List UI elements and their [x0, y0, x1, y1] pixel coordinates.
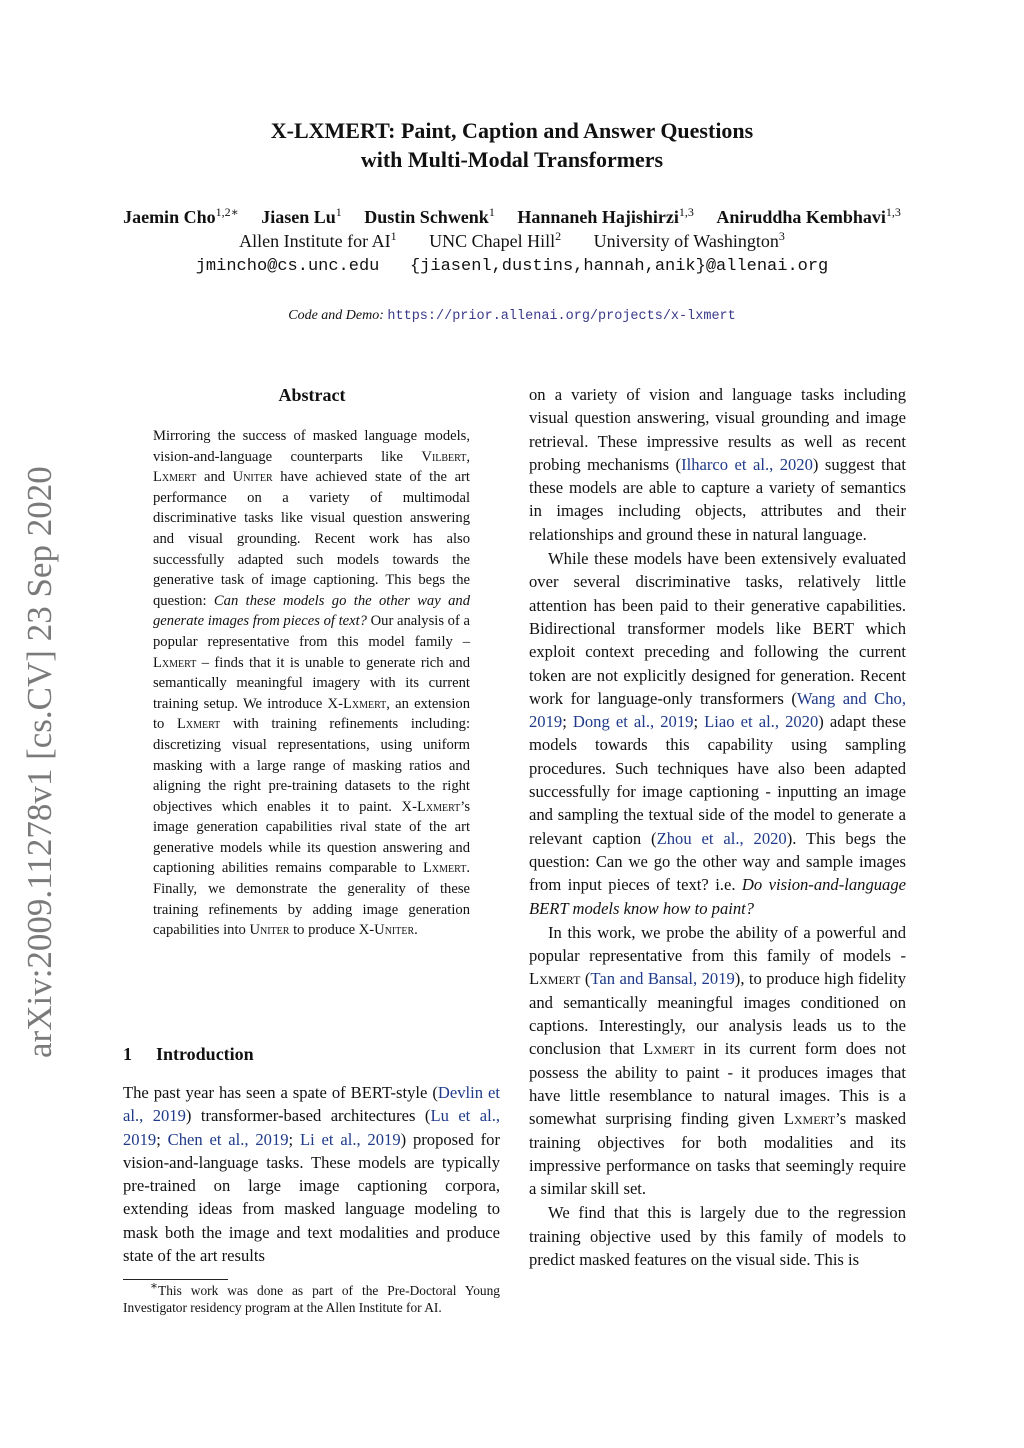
- body-text: In this work, we probe the ability of a powerful and popular representative from this family of models -: [529, 922, 906, 966]
- section-number: 1: [123, 1044, 132, 1064]
- model-name-lxmert: Lxmert: [176, 716, 221, 733]
- abstract-text: have achieved state of the art performance on a variety of multimodal discriminative tasks like visual question answering and visual grounding. Recent work has also successfully adapted such models towards the generative task of image captioning. This begs the question:: [153, 469, 470, 609]
- author-name: Hannaneh Hajishirzi: [517, 207, 679, 227]
- footnote-mark: ∗: [149, 1278, 159, 1293]
- author-name: Jaemin Cho: [123, 207, 216, 227]
- model-name-lxmert: Lxmert: [643, 1039, 695, 1059]
- body-text: ;: [562, 712, 573, 732]
- affiliation-1: [239, 231, 396, 251]
- abstract-body: [153, 426, 470, 941]
- author-3: [364, 207, 495, 227]
- author-sup: 1: [335, 205, 342, 219]
- body-text: We find that this is largely due to the regression training objective used by this family of models to predict masked features on the visual side. This is: [529, 1203, 906, 1269]
- title-line-2: with Multi-Modal Transformers: [360, 147, 664, 172]
- author-sup: 1,3: [885, 205, 901, 219]
- footnote-text: This work was done as part of the Pre-Doctoral Young Investigator residency program at the Allen Institute for AI.: [123, 1283, 500, 1315]
- author-sup: 1: [488, 205, 495, 219]
- body-text: ). This begs the question: Can we go the other way and sample images from input pieces of text? i.e.: [529, 828, 906, 895]
- paragraph: [529, 921, 906, 1201]
- body-text: ) adapt these models towards this capability using sampling procedures. Such techniques have also been adapted successfully for image captioning - inputting an image and sampling the textual side of the model to generate a relevant caption (: [529, 712, 906, 848]
- right-column-body: [529, 383, 906, 1271]
- abstract-text: ,: [466, 448, 470, 465]
- paragraph: [529, 383, 906, 546]
- author-name: Dustin Schwenk: [364, 207, 489, 227]
- citation-link[interactable]: Tan and Bansal, 2019: [590, 969, 735, 989]
- body-text: ;: [288, 1129, 300, 1149]
- code-label: Code and Demo:: [288, 308, 384, 323]
- body-text: ) proposed for vision-and-language tasks. These models are typically pre-trained on large image captioning corpora, extending ideas from masked language modeling to mask both the image and text modalities and produce state of the art results: [123, 1129, 500, 1266]
- citation-link[interactable]: Dong et al., 2019: [572, 712, 694, 732]
- author-4: [517, 207, 694, 227]
- paragraph: [529, 547, 906, 920]
- model-name-vilbert: Vilbert: [421, 448, 467, 465]
- citation-link[interactable]: Devlin et al., 2019: [123, 1083, 500, 1126]
- emphasized-question: Do vision-and-language BERT models know how to paint?: [529, 875, 906, 918]
- model-name-lxmert: Lxmert: [416, 798, 461, 815]
- paragraph: [529, 1201, 906, 1271]
- arxiv-stamp: arXiv:2009.11278v1 [cs.CV] 23 Sep 2020: [20, 466, 59, 1058]
- affiliation-name: Allen Institute for AI: [239, 231, 391, 251]
- affiliation-sup: 1: [390, 229, 397, 243]
- abstract-heading: Abstract: [278, 385, 346, 405]
- email-line: [0, 255, 1024, 279]
- abstract-text: and: [196, 469, 233, 486]
- author-sup: 1,2∗: [215, 205, 239, 219]
- body-text: (: [580, 969, 591, 989]
- author-name: Jiasen Lu: [261, 207, 336, 227]
- author-name: Aniruddha Kembhavi: [716, 207, 886, 227]
- section-title: Introduction: [156, 1044, 254, 1064]
- model-name-lxmert: Lxmert: [153, 469, 197, 486]
- citation-link[interactable]: Wang and Cho, 2019: [529, 688, 906, 732]
- affiliation-name: University of Washington: [593, 231, 779, 251]
- body-text: in its current form does not possess the ability to paint - it produces images that have little resemblance to natural images. This is a somewhat surprising finding given: [529, 1039, 907, 1129]
- abstract-text: with training refinements including: discretizing visual representations, using uniform masking with a large range of masking ratios and aligning the right pre-training datasets to the right objectives which enables it to paint. X-: [153, 716, 470, 815]
- model-name-lxmert: Lxmert: [783, 1109, 836, 1129]
- project-url-link[interactable]: https://prior.allenai.org/projects/x-lxmert: [387, 309, 736, 324]
- affiliation-2: [429, 231, 561, 251]
- body-text: While these models have been extensively evaluated over several discriminative tasks, relatively little attention has been paid to their generative capabilities. Bidirectional transformer models like BERT which exploit context preceding and following the current token are not explicitly designed for generation. Recent work for language-only transformers (: [529, 549, 906, 708]
- abstract-text: ’s image generation capabilities rival state of the art generative models while its question answering and captioning abilities remains comparable to: [153, 798, 470, 877]
- paragraph: [123, 1081, 500, 1267]
- affiliation-sup: 3: [778, 229, 785, 243]
- model-name-lxmert: Lxmert: [423, 860, 467, 877]
- model-name-uniter: Uniter: [232, 469, 273, 486]
- footnote: [123, 1278, 500, 1316]
- code-demo-line: [0, 306, 1024, 327]
- body-text: ), to produce high fidelity and semantically meaningful images conditioned on captions. Interestingly, our analysis leads us to the conclusion that: [529, 969, 906, 1059]
- citation-link[interactable]: Li et al., 2019: [299, 1129, 401, 1149]
- affiliation-list: [0, 229, 1024, 253]
- abstract-text: . Finally, we demonstrate the generality of these training refinements by adding image generation capabilities into: [153, 860, 470, 939]
- abstract-question: Can these models go the other way and generate images from pieces of text?: [153, 592, 470, 630]
- citation-link[interactable]: Chen et al., 2019: [167, 1129, 289, 1149]
- author-2: [261, 207, 342, 227]
- paper-title: [0, 116, 1024, 174]
- left-column-body: [123, 1081, 500, 1267]
- model-name-uniter: Uniter: [374, 922, 415, 939]
- citation-link[interactable]: Ilharco et al., 2020: [681, 454, 813, 474]
- email-first: jmincho@cs.unc.edu: [195, 257, 380, 276]
- abstract-text: to produce X-: [289, 922, 375, 939]
- abstract-text: Our analysis of a popular representative from this model family –: [153, 613, 470, 650]
- citation-link[interactable]: Lu et al., 2019: [123, 1106, 501, 1149]
- body-text: ) suggest that these models are able to capture a variety of semantics in images including objects, attributes and their relationships and ground these in natural language.: [529, 454, 906, 544]
- model-name-lxmert: Lxmert: [529, 969, 581, 989]
- body-text: ;: [156, 1129, 168, 1149]
- affiliation-sup: 2: [555, 229, 562, 243]
- section-heading-introduction: [123, 1043, 254, 1065]
- abstract-text: – finds that it is unable to generate rich and semantically meaningful imagery with its current training setup. We introduce X-: [153, 654, 470, 712]
- author-1: [123, 207, 239, 227]
- model-name-lxmert: Lxmert: [153, 654, 197, 671]
- abstract-text: .: [414, 922, 418, 939]
- model-name-lxmert: Lxmert: [342, 695, 387, 712]
- body-text: ;: [693, 712, 705, 732]
- model-name-uniter: Uniter: [249, 922, 290, 939]
- email-second: {jiasenl,dustins,hannah,anik}@allenai.org: [409, 257, 829, 276]
- abstract-text: Mirroring the success of masked language models, vision-and-language counterparts like: [153, 428, 470, 465]
- author-list: [0, 205, 1024, 229]
- author-5: [716, 207, 901, 227]
- footnote-rule: [123, 1279, 228, 1280]
- abstract-text: , an extension to: [153, 695, 470, 733]
- title-line-1: X-LXMERT: Paint, Caption and Answer Questions: [270, 118, 754, 143]
- body-text: ’s masked training objectives for both modalities and its impressive performance on tasks that seemingly require a similar skill set.: [529, 1109, 906, 1199]
- body-text: on a variety of vision and language tasks including visual question answering, visual grounding and image retrieval. These impressive results as well as recent probing mechanisms (: [529, 385, 906, 474]
- citation-link[interactable]: Liao et al., 2020: [704, 712, 819, 732]
- body-text: The past year has seen a spate of BERT-style (: [123, 1083, 438, 1102]
- citation-link[interactable]: Zhou et al., 2020: [656, 828, 787, 848]
- body-text: ) transformer-based architectures (: [185, 1106, 431, 1126]
- affiliation-3: [594, 231, 785, 251]
- affiliation-name: UNC Chapel Hill: [429, 231, 556, 251]
- author-sup: 1,3: [678, 205, 694, 219]
